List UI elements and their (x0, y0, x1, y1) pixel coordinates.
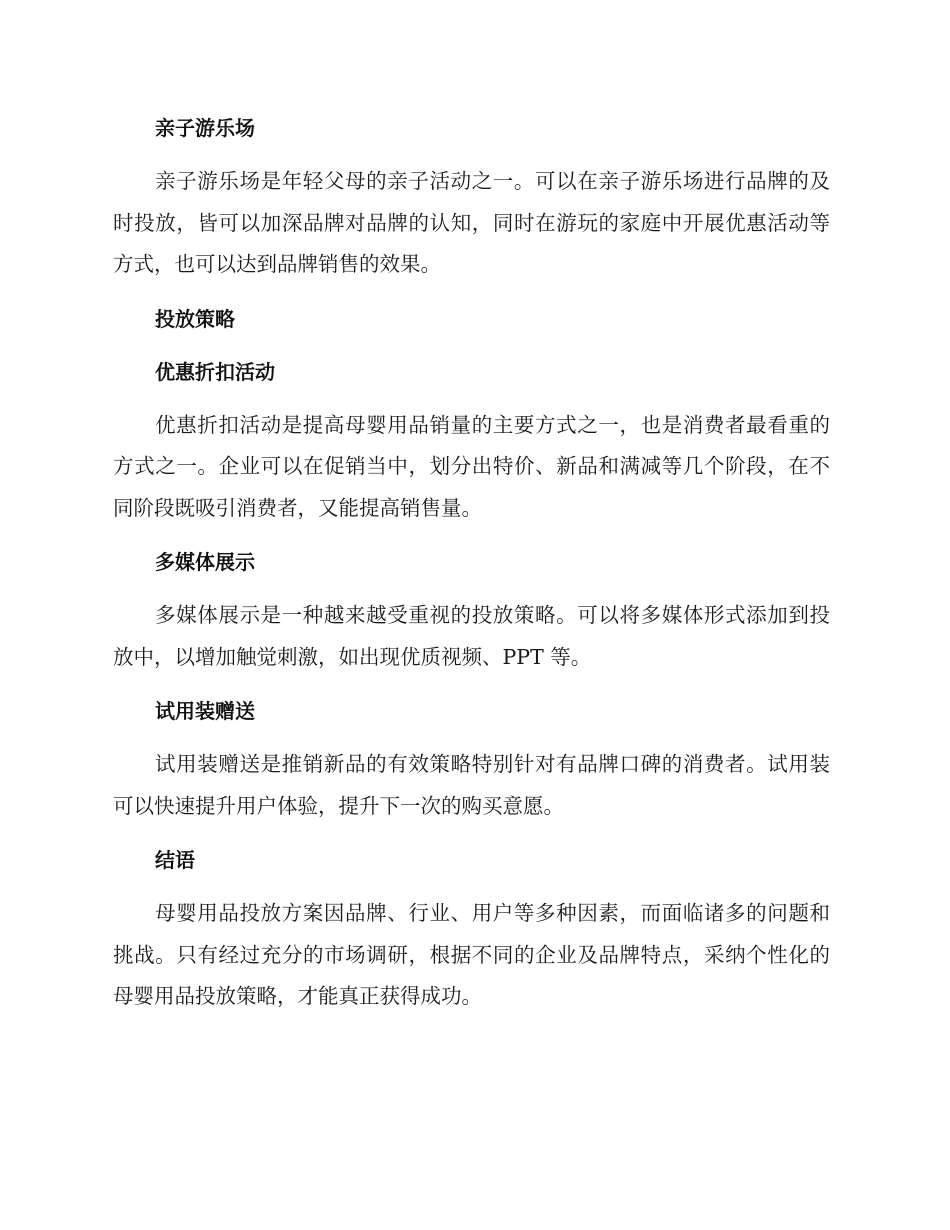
section-heading-discount: 优惠折扣活动 (155, 359, 275, 384)
section-heading-playground: 亲子游乐场 (155, 116, 255, 140)
section-paragraph-discount: 优惠折扣活动是提高母婴用品销量的主要方式之一，也是消费者最看重的方式之一。企业可以在促销当中，划分出特价、新品和满减等几个阶段，在不同阶段既吸引消费者，又能提高销售量。 (113, 412, 830, 520)
section-heading-conclusion: 结语 (155, 848, 195, 872)
section-paragraph-conclusion: 母婴用品投放方案因品牌、行业、用户等多种因素，而面临诸多的问题和挑战。只有经过充分的市场调研，根据不同的企业及品牌特点，采纳个性化的母婴用品投放策略，才能真正获得成功。 (113, 901, 830, 1008)
section-paragraph-playground: 亲子游乐场是年轻父母的亲子活动之一。可以在亲子游乐场进行品牌的及时投放，皆可以加深品牌对品牌的认知，同时在游玩的家庭中开展优惠活动等方式，也可以达到品牌销售的效果。 (113, 169, 830, 276)
section-paragraph-trial: 试用装赠送是推销新品的有效策略特别针对有品牌口碑的消费者。试用装可以快速提升用户体验，提升下一次的购买意愿。 (113, 752, 830, 818)
section-heading-trial: 试用装赠送 (155, 699, 255, 723)
section-paragraph-multimedia: 多媒体展示是一种越来越受重视的投放策略。可以将多媒体形式添加到投放中，以增加触觉刺激，如出现优质视频、PPT 等。 (113, 603, 830, 669)
document-body (113, 108, 830, 1018)
section-heading-multimedia: 多媒体展示 (155, 550, 255, 574)
section-heading-strategy: 投放策略 (155, 306, 235, 331)
